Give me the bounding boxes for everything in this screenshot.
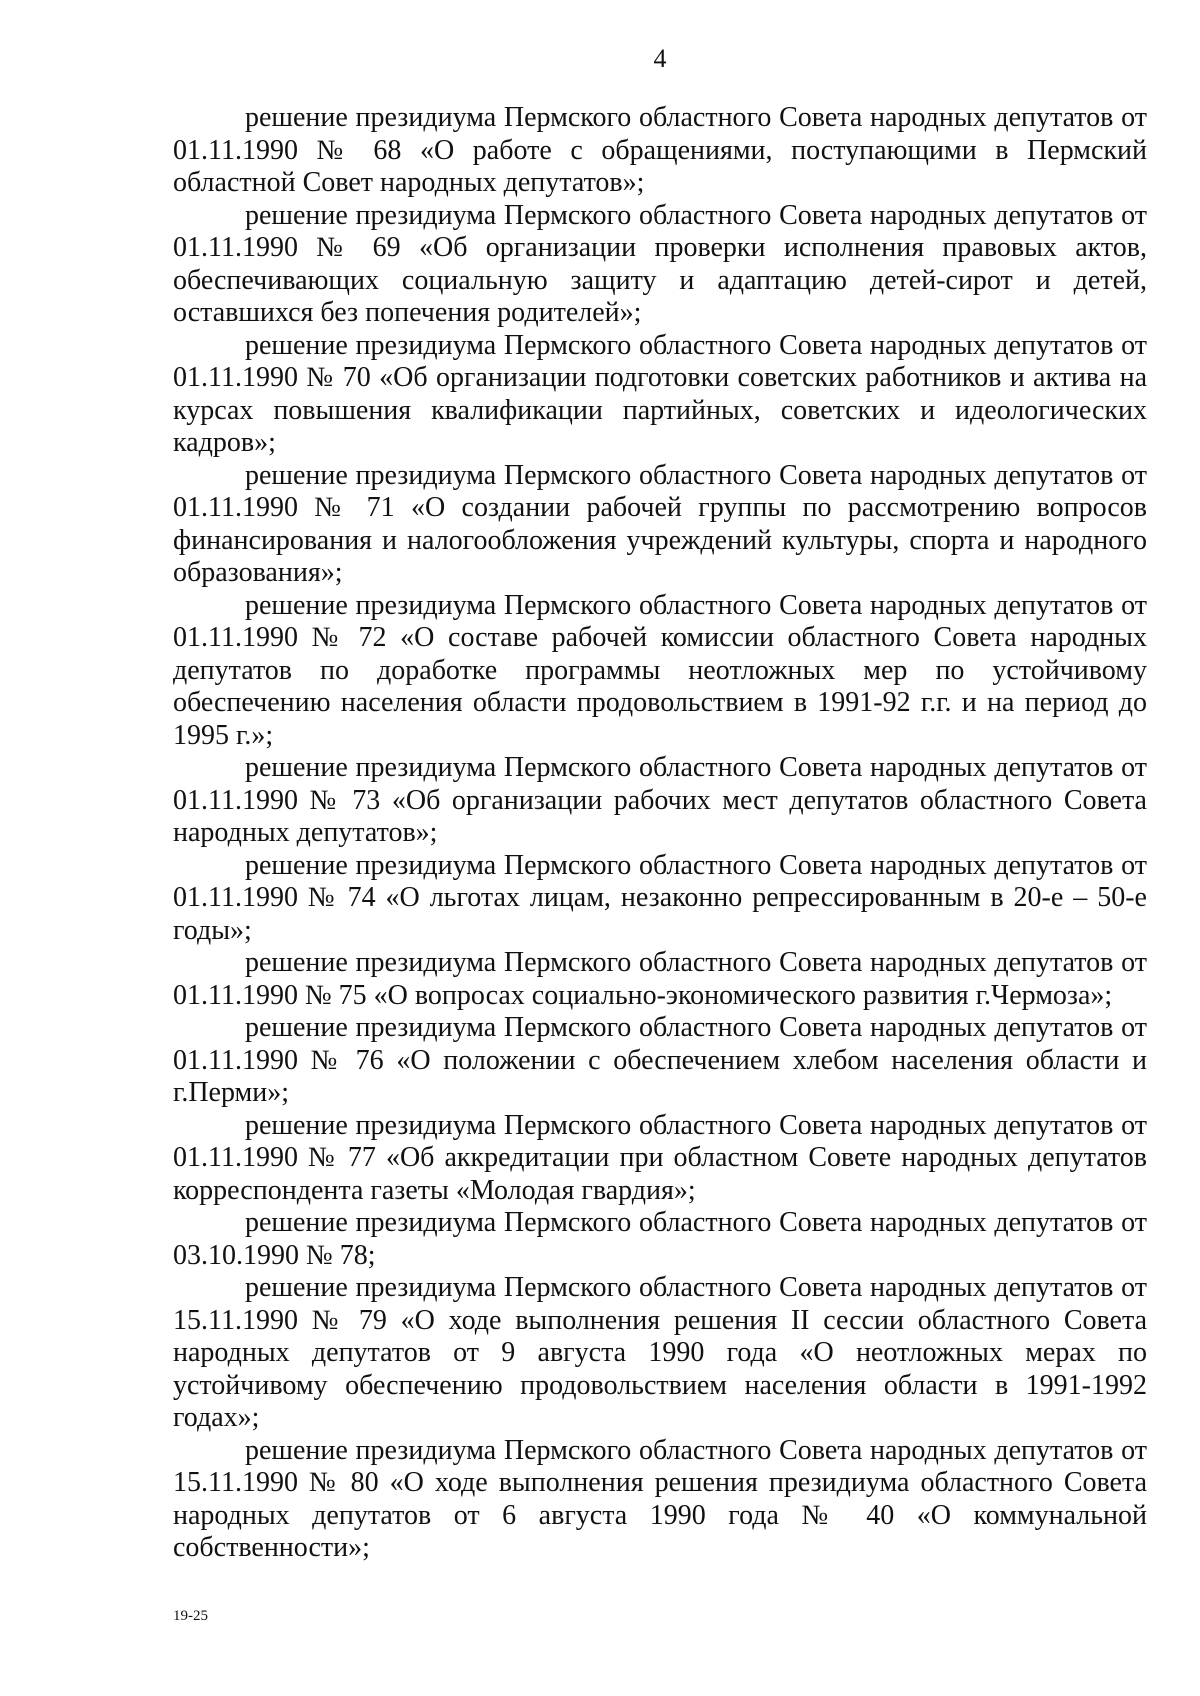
- decision-paragraph-69: решение президиума Пермского областного Совета народных депутатов от 01.11.1990 № 69 «Об организации проверки исполнения правовых актов, обеспечивающих социальную защиту и адаптацию детей-сирот и детей, оставшихся без попечения родителей»;: [173, 199, 1147, 328]
- decision-paragraph-75: решение президиума Пермского областного Совета народных депутатов от 01.11.1990 № 75 «О вопросах социально-экономического развития г.Чермоза»;: [173, 947, 1147, 1011]
- decision-paragraph-71: решение президиума Пермского областного Совета народных депутатов от 01.11.1990 № 71 «О создании рабочей группы по рассмотрению вопросов финансирования и налогообложения учреждений культуры, спорта и народного образования»;: [173, 459, 1147, 588]
- decision-paragraph-70: решение президиума Пермского областного Совета народных депутатов от 01.11.1990 № 70 «Об организации подготовки советских работников и актива на курсах повышения квалификации партийных, советских и идеологических кадров»;: [173, 329, 1147, 458]
- decision-paragraph-72: решение президиума Пермского областного Совета народных депутатов от 01.11.1990 № 72 «О составе рабочей комиссии областного Совета народных депутатов по доработке программы неотложных мер по устойчивому обеспечению населения области продовольствием в 1991-92 г.г. и на период до 1995 г.»;: [173, 589, 1147, 751]
- document-body: [173, 102, 1147, 1565]
- decision-paragraph-68: решение президиума Пермского областного Совета народных депутатов от 01.11.1990 № 68 «О работе с обращениями, поступающими в Пермский областной Совет народных депутатов»;: [173, 102, 1147, 198]
- document-code: 19-25: [173, 1608, 208, 1624]
- decision-paragraph-78: решение президиума Пермского областного Совета народных депутатов от 03.10.1990 № 78;: [173, 1207, 1147, 1271]
- decision-paragraph-73: решение президиума Пермского областного Совета народных депутатов от 01.11.1990 № 73 «Об организации рабочих мест депутатов областного Совета народных депутатов»;: [173, 752, 1147, 848]
- decision-paragraph-74: решение президиума Пермского областного Совета народных депутатов от 01.11.1990 № 74 «О льготах лицам, незаконно репрессированным в 20-е – 50-е годы»;: [173, 849, 1147, 946]
- decision-paragraph-80: решение президиума Пермского областного Совета народных депутатов от 15.11.1990 № 80 «О ходе выполнения решения президиума областного Совета народных депутатов от 6 августа 1990 года № 40 «О коммунальной собственности»;: [173, 1434, 1147, 1563]
- decision-paragraph-76: решение президиума Пермского областного Совета народных депутатов от 01.11.1990 № 76 «О положении с обеспечением хлебом населения области и г.Перми»;: [173, 1012, 1147, 1108]
- page-number: 4: [653, 44, 667, 73]
- decision-paragraph-79: решение президиума Пермского областного Совета народных депутатов от 15.11.1990 № 79 «О ходе выполнения решения II сессии областного Совета народных депутатов от 9 августа 1990 года «О неотложных мерах по устойчивому обеспечению продовольствием населения области в 1991-1992 годах»;: [173, 1272, 1147, 1433]
- decision-paragraph-77: решение президиума Пермского областного Совета народных депутатов от 01.11.1990 № 77 «Об аккредитации при областном Совете народных депутатов корреспондента газеты «Молодая гвардия»;: [173, 1109, 1147, 1206]
